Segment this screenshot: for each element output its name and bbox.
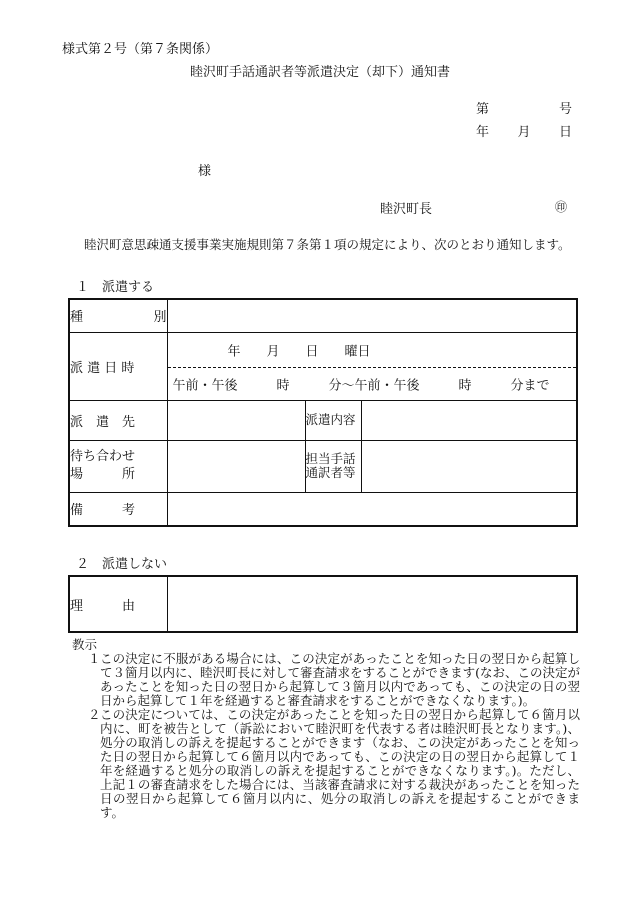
note-number: １ (88, 651, 101, 666)
destination-field[interactable] (167, 400, 305, 440)
recipient-suffix: 様 (198, 164, 212, 179)
type-label: 種 別 (70, 310, 167, 326)
row-destination (69, 400, 577, 440)
note-item (72, 652, 580, 708)
row-remarks (69, 492, 577, 526)
row-datetime (69, 332, 577, 400)
notes-block (72, 638, 580, 820)
remarks-label: 備 考 (70, 503, 136, 519)
note-text: この決定については、この決定があったことを知った日の翌日から起算して６箇月以内に、町を被告として（訴訟において睦沢町を代表する者は睦沢町長となります。)、処分の取消しの訴えを提起することができます（なお、この決定があったことを知った日の翌日から起算して６箇月以内であっても、この決定の日の翌日から起算して１年を経過すると処分の取消しの訴えを提起することができなくなります。)。ただし、上記１の審査請求をした場合には、当該審査請求に対する裁決があったことを知った日の翌日から起算して６箇月以内に、処分の取消しの訴えを提起することができます。 (100, 707, 580, 820)
date-year: 年 (476, 125, 490, 140)
document-number (476, 98, 572, 117)
reason-field[interactable] (167, 576, 577, 632)
datetime-label: 派 遣 日 時 (70, 360, 135, 376)
section2-heading: ２ 派遣しない (76, 557, 168, 572)
staff-label: 担当手話通訳者等 (305, 440, 361, 492)
meeting-field[interactable] (167, 440, 305, 492)
row-type (69, 299, 577, 332)
reject-table (68, 575, 578, 633)
seal-mark: ㊞ (555, 200, 568, 214)
intro-text: 睦沢町意思疎通支援事業実施規則第７条第１項の規定により、次のとおり通知します。 (84, 237, 571, 252)
content-field[interactable] (361, 400, 577, 440)
meeting-label-1: 待ち合わせ (70, 449, 136, 464)
note-item (72, 708, 580, 820)
row-meeting (69, 440, 577, 492)
content-label: 派遣内容 (305, 400, 361, 440)
form-label: 様式第２号（第７条関係） (62, 42, 219, 57)
staff-field[interactable] (361, 440, 577, 492)
section1-heading: １ 派遣する (76, 280, 155, 295)
datetime-field[interactable] (167, 332, 577, 400)
reason-label: 理 由 (70, 598, 136, 614)
document-date (476, 121, 572, 140)
date-day: 日 (558, 125, 572, 140)
row-reason (69, 576, 577, 632)
number-prefix: 第 (476, 102, 490, 117)
datetime-line2: 午前・午後 時 分～午前・午後 時 分まで (172, 378, 550, 393)
datetime-line1: 年 月 日 曜日 (227, 344, 371, 359)
date-month: 月 (517, 125, 531, 140)
meeting-label-2: 場 所 (70, 467, 136, 482)
destination-label: 派 遣 先 (70, 414, 136, 430)
notes-heading: 教示 (72, 637, 98, 652)
remarks-field[interactable] (167, 492, 577, 526)
note-number: ２ (88, 707, 101, 722)
note-text: この決定に不服がある場合には、この決定があったことを知った日の翌日から起算して３箇月以内に、睦沢町長に対して審査請求をすることができます(なお、この決定があったことを知った日の翌日から起算して３箇月以内であっても、この決定の日の翌日から起算して１年を経過すると審査請求をすることができなくなります。)。 (100, 651, 580, 708)
issuer: 睦沢町長 (380, 202, 433, 217)
dispatch-table (68, 298, 578, 527)
document-title: 睦沢町手話通訳者等派遣決定（却下）通知書 (190, 65, 451, 80)
number-suffix: 号 (558, 102, 572, 117)
type-field[interactable] (167, 299, 577, 332)
